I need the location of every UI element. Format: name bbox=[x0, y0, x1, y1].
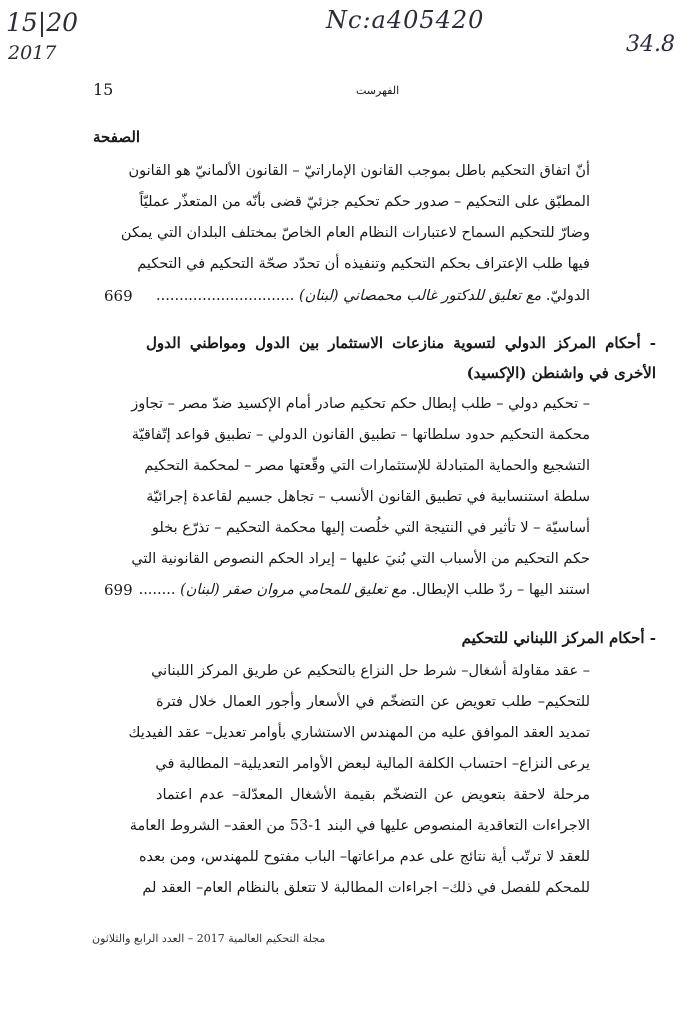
entry-line: أساسيّة – لا تأثير في النتيجة التي خلُصت إليها محكمة التحكيم – تذرّع بخلو bbox=[151, 520, 590, 536]
entry-title: الأخرى في واشنطن (الإكسيد) bbox=[466, 364, 656, 382]
running-head: الفهرست bbox=[356, 84, 400, 97]
journal-footer: مجلة التحكيم العالمية 2017 – العدد الرابع والثلاثون bbox=[92, 932, 326, 945]
handwritten-note-top-right: 34.8 bbox=[626, 32, 675, 57]
entry-line: محكمة التحكيم حدود سلطاتها – تطبيق القانون الدولي – تطبيق قواعد إتّفاقيّة bbox=[131, 427, 590, 443]
entry-line: المطبّق على التحكيم – صدور حكم تحكيم جزئيّ قضى بأنّه من المتعذّر عمليّاً bbox=[139, 194, 590, 210]
entry-line: حكم التحكيم من الأسباب التي بُنيَ عليها – إيراد الحكم النصوص القانونية التي bbox=[131, 551, 590, 567]
handwritten-reference: Nc:a405420 bbox=[326, 6, 485, 34]
leader-dots: .............................. bbox=[156, 288, 295, 304]
handwritten-note-top-left: 15|20 bbox=[6, 8, 79, 37]
page-ref: 699 bbox=[104, 581, 133, 599]
entry-comment: مع تعليق للمحامي مروان صقر (لبنان) bbox=[180, 582, 407, 598]
handwritten-year: 2017 bbox=[8, 42, 57, 64]
entry-line: أنّ اتفاق التحكيم باطل بموجب القانون الإماراتيّ – القانون الألمانيّ هو القانون bbox=[128, 163, 590, 179]
entry-line: وضارّ للتحكيم السماح لاعتبارات النظام العام الخاصّ بمختلف البلدان التي يمكن bbox=[120, 225, 590, 241]
entry-line: يرعى النزاع– احتساب الكلفة المالية لبعض الأوامر التعديلية– المطالبة في bbox=[155, 756, 590, 772]
entry-line: للعقد لا ترتّب أية نتائج على عدم مراعاتها– الباب مفتوح للمهندس، ومن بعده bbox=[138, 849, 590, 865]
leader-dots: ........ bbox=[138, 582, 176, 598]
entry-last-text: الدوليّ. bbox=[545, 288, 590, 304]
entry-title: - أحكام المركز الدولي لتسوية منازعات الاستثمار بين الدول ومواطني الدول bbox=[146, 334, 656, 352]
entry-comment: مع تعليق للدكتور غالب محمصاني (لبنان) bbox=[298, 288, 542, 304]
entry-line: تمديد العقد الموافق عليه من المهندس الاستشاري بأوامر تعديل– عقد الفيديك bbox=[128, 725, 590, 741]
entry-line: الاجراءات التعاقدية المنصوص عليها في البند 1-53 من العقد– الشروط العامة bbox=[129, 818, 590, 834]
entry-line: – تحكيم دولي – طلب إبطال حكم تحكيم صادر أمام الإكسيد ضدّ مصر – تجاوز bbox=[131, 396, 590, 412]
entry-line: مرحلة لاحقة بتعويض عن التضخّم بقيمة الأشغال المعدّلة– عدم اعتماد bbox=[156, 787, 590, 803]
page-column-header: الصفحة bbox=[93, 128, 141, 146]
entry-line: للتحكيم– طلب تعويض عن التضخّم في الأسعار وأجور العمال خلال فترة bbox=[156, 694, 590, 710]
entry-title: - أحكام المركز اللبناني للتحكيم bbox=[461, 629, 656, 647]
page-ref: 669 bbox=[104, 287, 133, 305]
entry-line: فيها طلب الإعتراف بحكم التحكيم وتنفيذه أن تحدّد صحّة التحكيم في التحكيم bbox=[137, 256, 590, 272]
entry-line: – عقد مقاولة أشغال– شرط حل النزاع بالتحكيم عن طريق المركز اللبناني bbox=[151, 663, 590, 679]
entry-line: للمحكم للفصل في ذلك– اجراءات المطالبة لا تتعلق بالنظام العام– العقد لم bbox=[142, 880, 590, 896]
entry-last-line bbox=[138, 580, 590, 600]
entry-line: التشجيع والحماية المتبادلة للإستثمارات التي وقّعتها مصر – لمحكمة التحكيم bbox=[144, 458, 590, 474]
entry-line: سلطة استنسابية في تطبيق القانون الأنسب – تجاهل جسيم لقاعدة إجرائيّة bbox=[146, 489, 590, 505]
entry-last-line bbox=[156, 286, 590, 306]
entry-last-text: استند اليها – ردّ طلب الإبطال. bbox=[411, 582, 590, 598]
page-number: 15 bbox=[93, 80, 114, 99]
